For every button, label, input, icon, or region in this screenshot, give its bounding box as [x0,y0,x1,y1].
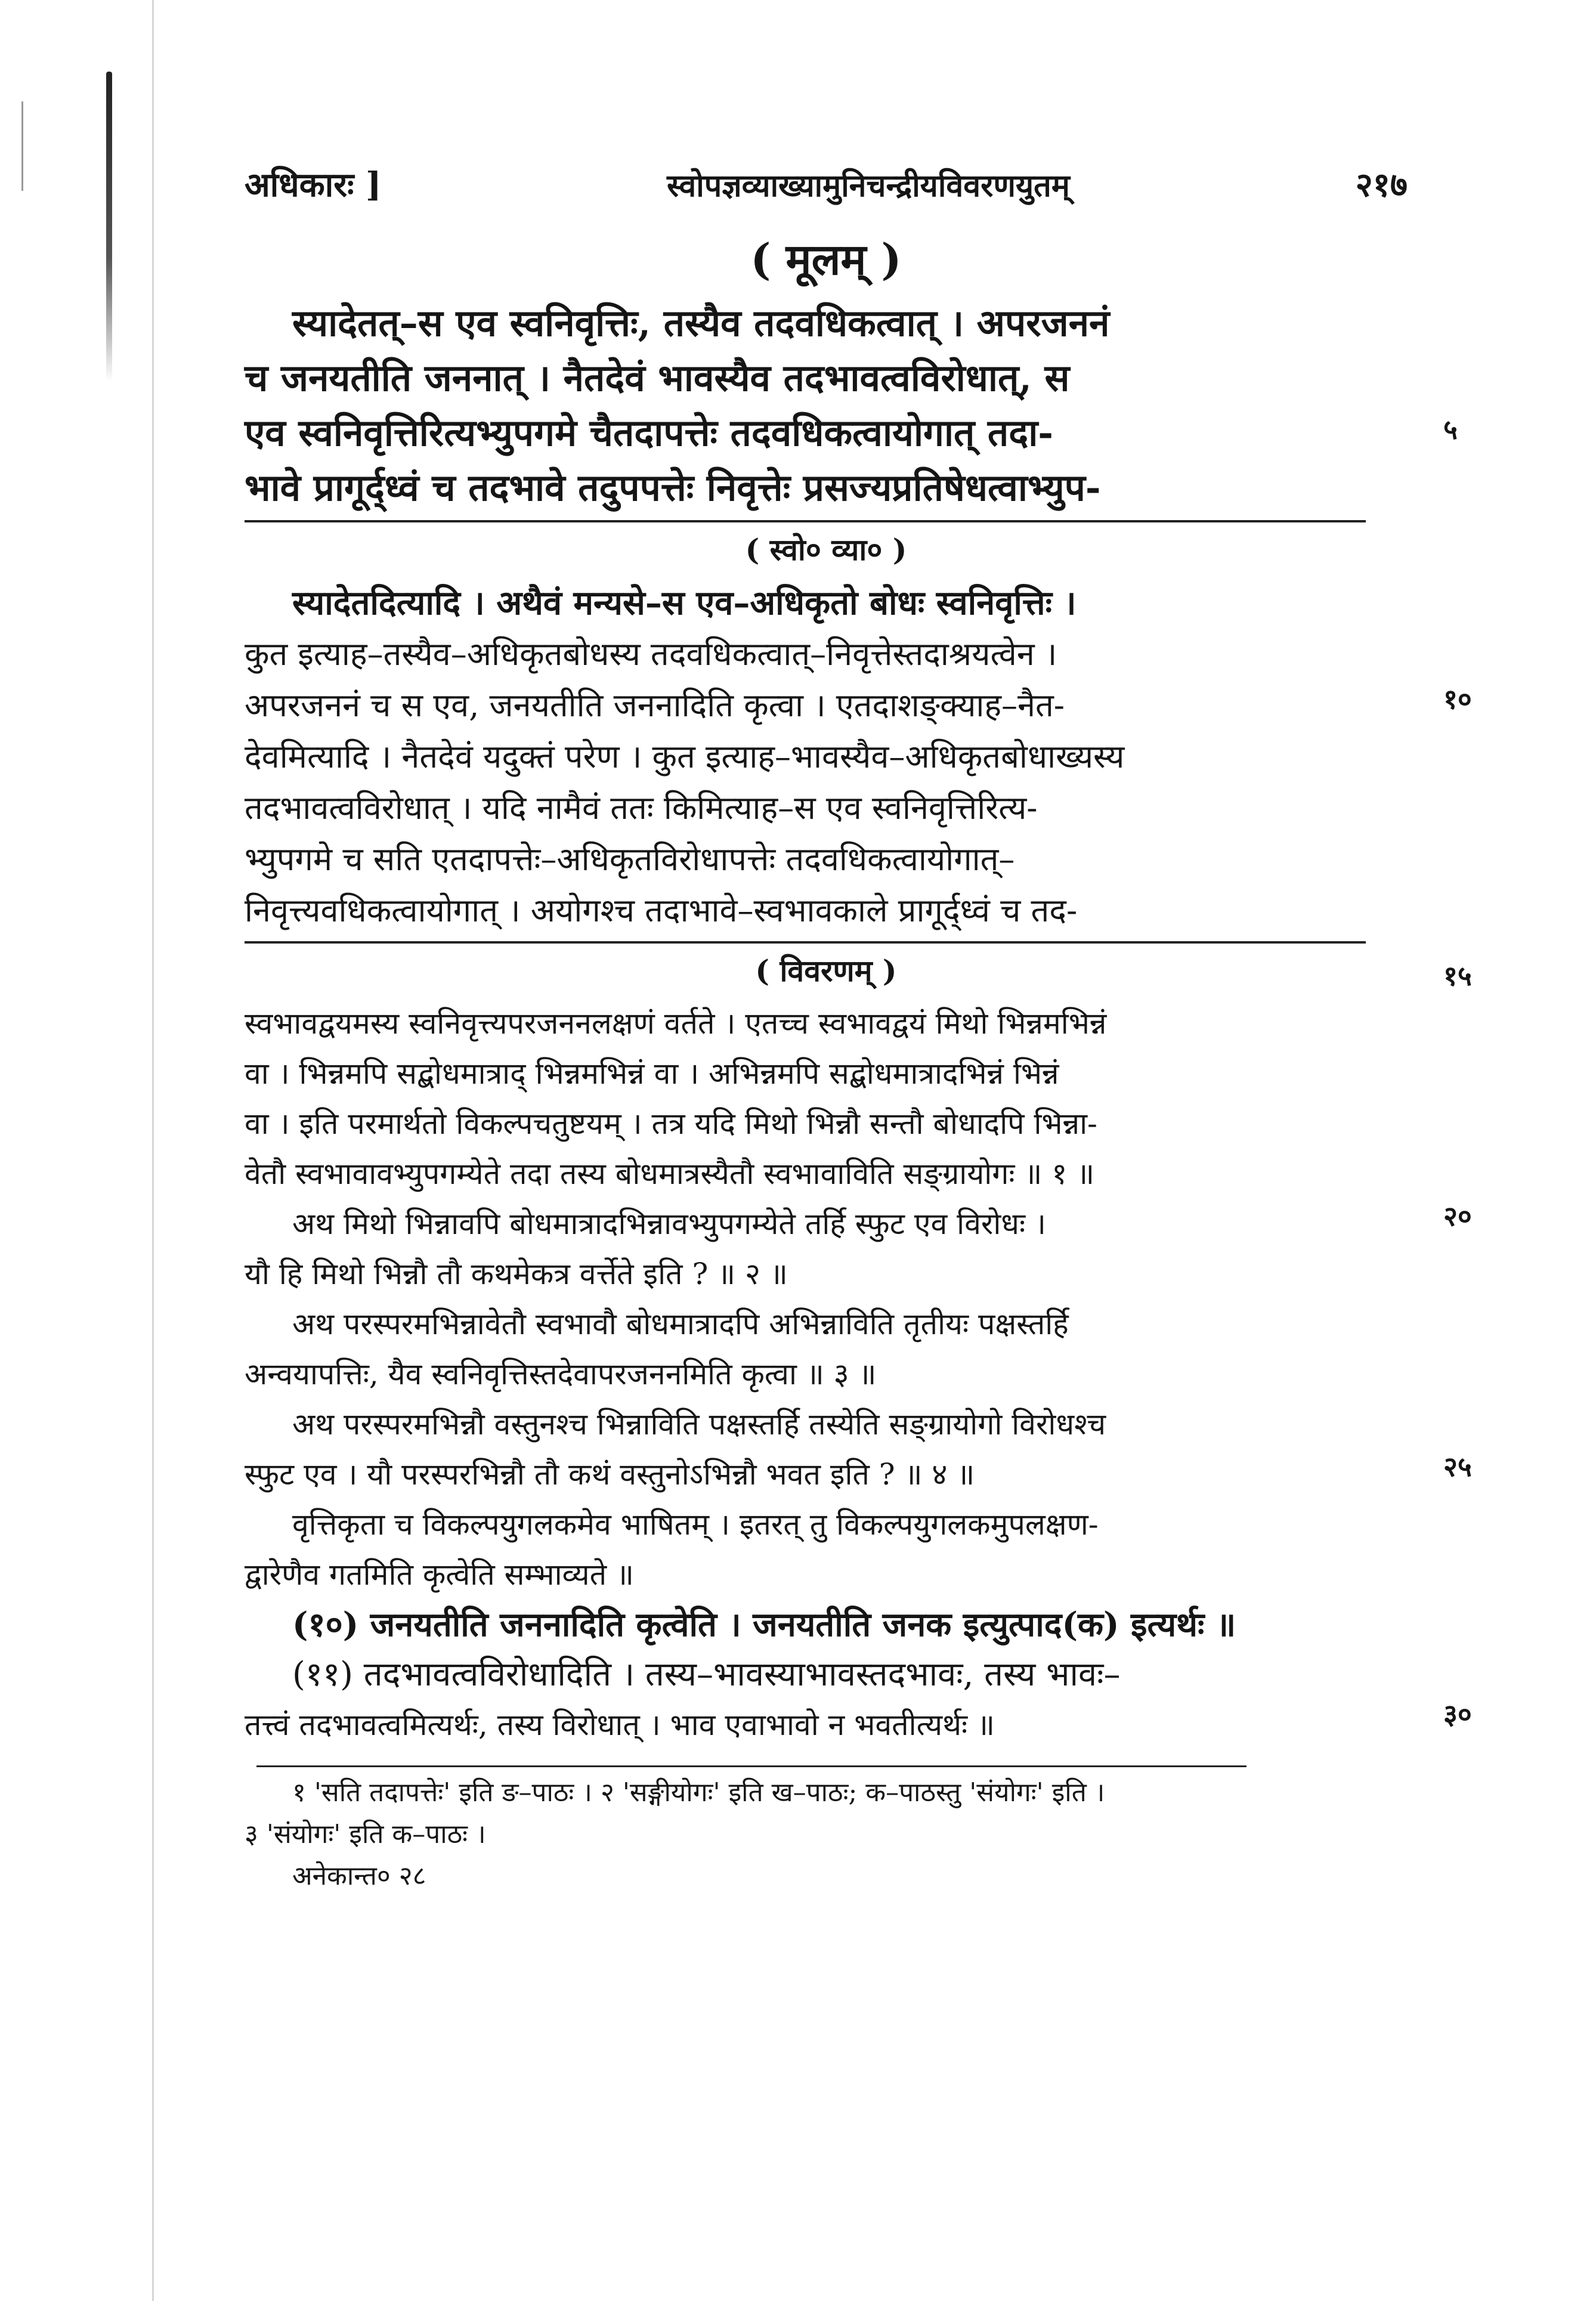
vivaranam-line: अथ परस्परमभिन्नावेतौ स्वभावौ बोधमात्रादपि अभिन्नाविति तृतीयः पक्षस्तर्हि [292,1307,1069,1341]
footnote-line: १ 'सति तदापत्तेः' इति ङ–पाठः । २ 'सङ्गीयोगः' इति ख–पाठः; क–पाठस्तु 'संयोगः' इति । [292,1777,1105,1808]
commentary-section [245,528,1472,936]
vivaranam-line: वृत्तिकृता च विकल्पयुगलकमेव भाषितम् । इतरत् तु विकल्पयुगलकमुपलक्षण- [292,1507,1099,1542]
commentary-line: कुत इत्याह–तस्यैव–अधिकृतबोधस्य तदवधिकत्वात्–निवृत्तेस्तदाश्रयत्वेन । [245,635,1057,673]
vivaranam-line: वेतौ स्वभावावभ्युपगम्येते तदा तस्य बोधमात्रस्यैतौ स्वभावाविति सङ्ग्रायोगः ॥ १ ॥ [245,1156,1095,1191]
vivaranam-line: तत्त्वं तदभावत्वमित्यर्थः, तस्य विरोधात् । भाव एवाभावो न भवतीत्यर्थः ॥ [245,1708,995,1742]
mula-line: च जनयतीति जननात् । नैतदेवं भावस्यैव तदभावत्वविरोधात्, स [245,356,1070,400]
section-divider [245,941,1366,944]
vivaranam-line: वा । भिन्नमपि सद्बोधमात्राद् भिन्नमभिन्नं वा । अभिन्नमपि सद्बोधमात्रादभिन्नं भिन्नं [245,1056,1059,1091]
margin-line-number: १० [1443,683,1472,715]
vivaranam-line: अन्वयापत्तिः, यैव स्वनिवृत्तिस्तदेवापरजननमिति कृत्वा ॥ ३ ॥ [245,1357,877,1391]
vivaranam-section [245,950,1472,1750]
header-left: अधिकारः ] [245,165,382,205]
margin-line-number: १५ [1443,960,1472,992]
vivaranam-line: स्फुट एव । यौ परस्परभिन्नौ तौ कथं वस्तुनोऽभिन्नौ भवत इति ? ॥ ४ ॥ [245,1457,975,1492]
vivaranam-line: यौ हि मिथो भिन्नौ तौ कथमेकत्र वर्त्तेते इति ? ॥ २ ॥ [245,1257,788,1291]
vivaranam-line: द्वारेणैव गतमिति कृत्वेति सम्भाव्यते ॥ [245,1557,634,1592]
commentary-line: तदभावत्वविरोधात् । यदि नामैवं ततः किमित्याह–स एव स्वनिवृत्तिरित्य- [245,789,1038,827]
vivaranam-line: अथ मिथो भिन्नावपि बोधमात्रादभिन्नावभ्युपगम्येते तर्हि स्फुट एव विरोधः । [292,1207,1046,1241]
footnote-divider [256,1765,1247,1767]
commentary-line: अपरजननं च स एव, जनयतीति जननादिति कृत्वा । एतदाशङ्क्याह–नैत- [245,686,1065,724]
vivaranam-line: स्वभावद्वयमस्य स्वनिवृत्त्यपरजननलक्षणं वर्तते । एतच्च स्वभावद्वयं मिथो भिन्नमभिन्नं [245,1006,1107,1041]
page-edge [152,0,154,2301]
signature-mark: अनेकान्त० २८ [292,1861,426,1891]
commentary-line: निवृत्त्यवधिकत्वायोगात् । अयोगश्च तदाभावे–स्वभावकाले प्रागूर्द्ध्वं च तद- [245,892,1078,929]
vivaranam-line: वा । इति परमार्थतो विकल्पचतुष्टयम् । तत्र यदि मिथो भिन्नौ सन्तौ बोधादपि भिन्ना- [245,1106,1097,1141]
page-number: २१७ [1355,165,1408,205]
margin-line-number: २५ [1443,1451,1472,1483]
header-title: स्वोपज्ञव्याख्यामुनिचन्द्रीयविवरणयुतम् [667,168,1070,204]
binding-mark [106,72,112,382]
commentary-line: स्यादेतदित्यादि । अथैवं मन्यसे–स एव–अधिकृतो बोधः स्वनिवृत्तिः । [292,583,1077,623]
vivaranam-line: (१०) जनयतीति जननादिति कृत्वेति । जनयतीति जनक इत्युत्पाद(क) इत्यर्थः ॥ [292,1605,1236,1644]
commentary-line: भ्युपगमे च सति एतदापत्तेः–अधिकृतविरोधापत्तेः तदवधिकत्वायोगात्– [245,840,1015,878]
commentary-heading: ( स्वो० व्या० ) [745,532,907,567]
mula-line: एव स्वनिवृत्तिरित्यभ्युपगमे चैतदापत्तेः तदवधिकत्वायोगात् तदा- [245,411,1053,454]
book-page [245,161,1472,1897]
vivaranam-line: (११) तदभावत्वविरोधादिति । तस्य–भावस्याभावस्तदभावः, तस्य भावः– [292,1655,1121,1694]
margin-line-number: २० [1443,1200,1472,1232]
mula-line: स्यादेतत्–स एव स्वनिवृत्तिः, तस्यैव तदवधिकत्वात् । अपरजननं [292,301,1110,345]
mula-section [245,229,1458,515]
margin-line-number: ५ [1443,413,1458,446]
footnotes-section [245,1772,1408,1897]
running-header [245,161,1408,206]
scan-speck [21,101,23,191]
vivaranam-heading: ( विवरणम् ) [755,953,897,988]
mula-line: भावे प्रागूर्द्ध्वं च तदभावे तदुपपत्तेः निवृत्तेः प्रसज्यप्रतिषेधत्वाभ्युप- [245,466,1101,509]
footnote-line: ३ 'संयोगः' इति क–पाठः । [245,1819,486,1850]
section-divider [245,520,1366,522]
margin-line-number: ३० [1443,1698,1472,1730]
mula-heading: ( मूलम् ) [750,234,902,284]
commentary-line: देवमित्यादि । नैतदेवं यदुक्तं परेण । कुत इत्याह–भावस्यैव–अधिकृतबोधाख्यस्य [245,738,1125,775]
vivaranam-line: अथ परस्परमभिन्नौ वस्तुनश्च भिन्नाविति पक्षस्तर्हि तस्येति सङ्ग्रायोगो विरोधश्च [292,1407,1106,1442]
